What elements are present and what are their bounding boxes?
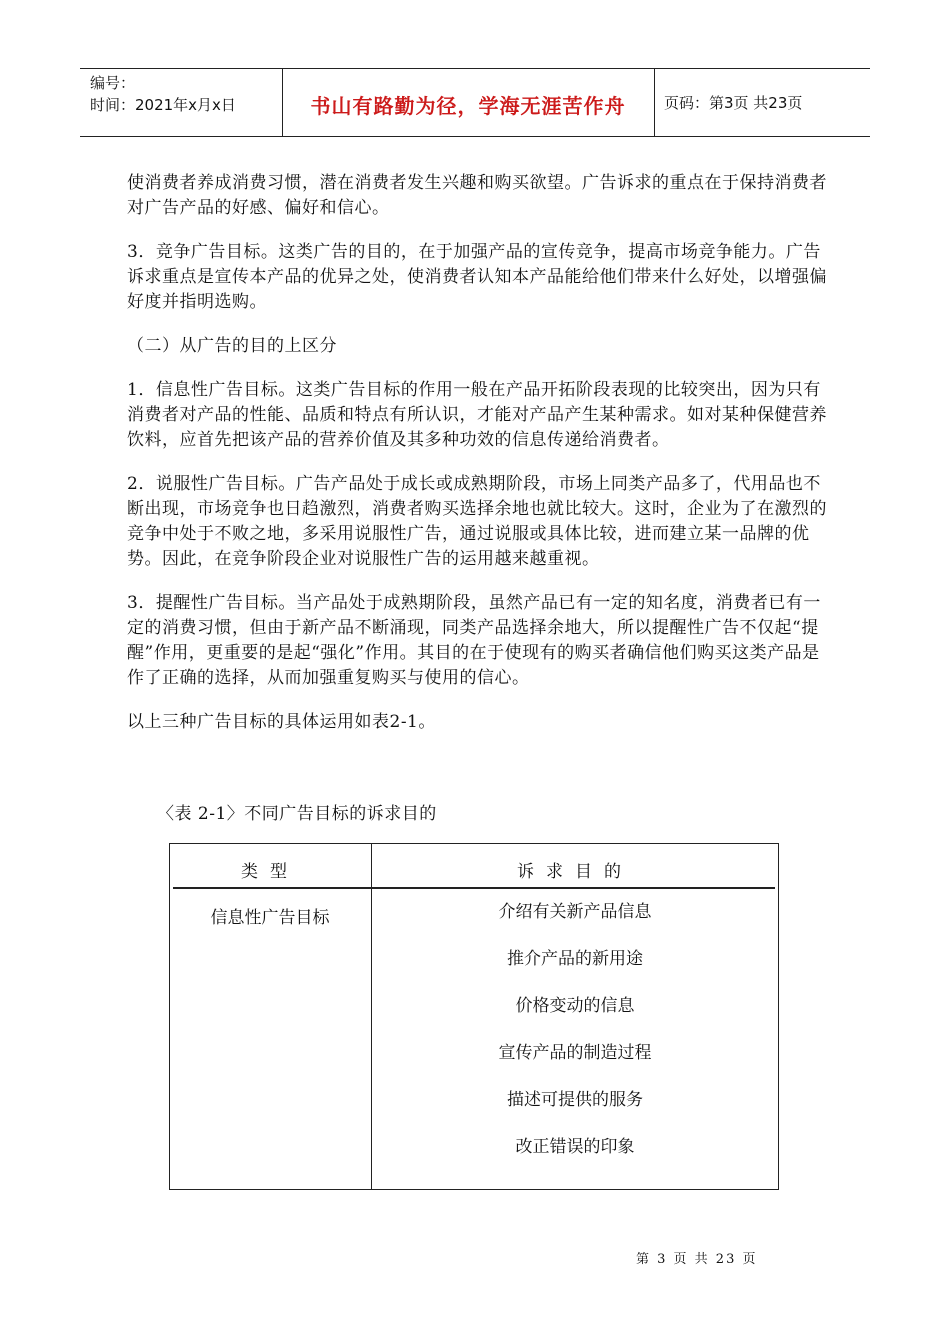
purpose-item: 推介产品的新用途 bbox=[507, 949, 643, 969]
purpose-item: 描述可提供的服务 bbox=[507, 1090, 643, 1110]
header-divider-right bbox=[654, 68, 655, 136]
purpose-item: 介绍有关新产品信息 bbox=[498, 902, 652, 922]
paragraph: 2．说服性广告目标。广告产品处于成长或成熟期阶段，市场上同类产品多了，代用品也不断出现，市场竞争也日趋激烈，消费者购买选择余地也就比较大。这时，企业为了在激烈的竞争中处于不败之地，多采用说服性广告，通过说服或具体比较，进而建立某一品牌的优势。因此，在竞争阶段企业对说服性广告的运用越来越重视。 bbox=[127, 474, 827, 569]
paragraph: 以上三种广告目标的具体运用如表2-1。 bbox=[127, 712, 436, 732]
header-top-rule bbox=[80, 68, 870, 69]
table-cell-purpose-list bbox=[371, 901, 779, 1183]
table-header-type: 类型 bbox=[241, 862, 299, 882]
section-heading: （二）从广告的目的上区分 bbox=[127, 336, 337, 356]
purpose-item: 价格变动的信息 bbox=[515, 996, 635, 1016]
body-text bbox=[127, 171, 827, 754]
paragraph: 使消费者养成消费习惯，潜在消费者发生兴趣和购买欲望。广告诉求的重点在于保持消费者对广告产品的好感、偏好和信心。 bbox=[127, 173, 827, 218]
table-header-rule bbox=[173, 887, 775, 889]
purpose-item: 宣传产品的制造过程 bbox=[498, 1043, 652, 1063]
table-cell-type: 信息性广告目标 bbox=[210, 908, 330, 928]
purpose-table bbox=[169, 843, 779, 1190]
table-header-purpose: 诉求目的 bbox=[517, 862, 633, 882]
doc-number-label: 编号： bbox=[90, 74, 136, 92]
header-bottom-rule bbox=[80, 136, 870, 137]
page-footer: 第 3 页 共 23 页 bbox=[636, 1252, 758, 1267]
purpose-item: 改正错误的印象 bbox=[515, 1137, 635, 1157]
doc-time-label: 时间：2021年x月x日 bbox=[90, 96, 236, 114]
header-left bbox=[90, 72, 236, 116]
paragraph: 1．信息性广告目标。这类广告目标的作用一般在产品开拓阶段表现的比较突出，因为只有消费者对产品的性能、品质和特点有所认识，才能对产品产生某种需求。如对某种保健营养饮料，应首先把该产品的营养价值及其多种功效的信息传递给消费者。 bbox=[127, 380, 827, 450]
table-caption: 〈表 2-1〉不同广告目标的诉求目的 bbox=[157, 804, 437, 824]
paragraph: 3．提醒性广告目标。当产品处于成熟期阶段，虽然产品已有一定的知名度，消费者已有一定的消费习惯，但由于新产品不断涌现，同类产品选择余地大，所以提醒性广告不仅起“提醒”作用，更重要的是起“强化”作用。其目的在于使现有的购买者确信他们购买这类产品是作了正确的选择，从而加强重复购买与使用的信心。 bbox=[127, 593, 821, 688]
header-page-info: 页码：第3页 共23页 bbox=[664, 94, 803, 112]
paragraph: 3．竞争广告目标。这类广告的目的，在于加强产品的宣传竞争，提高市场竞争能力。广告诉求重点是宣传本产品的优异之处，使消费者认知本产品能给他们带来什么好处，以增强偏好度并指明选购。 bbox=[127, 242, 827, 312]
header-motto: 书山有路勤为径，学海无涯苦作舟 bbox=[310, 94, 626, 118]
